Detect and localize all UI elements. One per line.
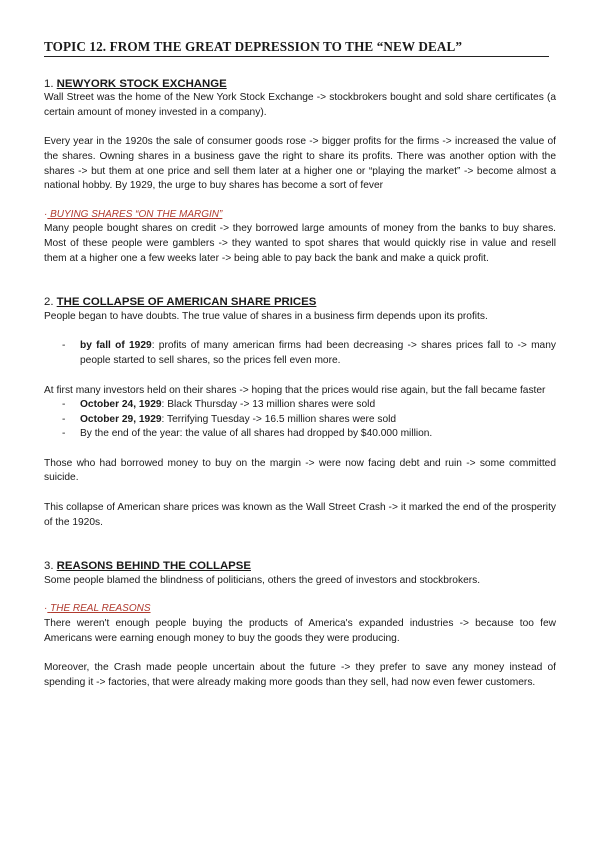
list-item-text: By the end of the year: the value of all shares had dropped by $40.000 million.	[80, 428, 433, 440]
subheading-text: THE REAL REASONS	[50, 603, 151, 615]
paragraph: Wall Street was the home of the New York Stock Exchange -> stockbrokers bought and sold share certificates (a certain amount of money invested in a company).	[44, 92, 556, 118]
paragraph: Every year in the 1920s the sale of consumer goods rose -> bigger profits for the firms -> increased the value of the shares. Owning shares in a business gave the right to share its profits. There was another option with the shares -> but them at one price and sell them later at a higher one or “playing the market” -> become almost a national hobby. By 1929, the urge to buy shares has become a sort of fever	[44, 136, 556, 192]
dash-marker: -	[62, 340, 66, 352]
list-item	[44, 413, 556, 428]
document-page	[44, 40, 556, 690]
list-item	[44, 398, 556, 413]
section-number: 2.	[44, 296, 54, 309]
fall-1929-list	[44, 339, 556, 368]
list-item-text: : profits of many american firms had been decreasing -> shares prices fall to -> many people started to sell shares, so the prices fell even more.	[80, 340, 556, 366]
paragraph: Many people bought shares on credit -> they borrowed large amounts of money from the banks to buy shares. Most of these people were gamblers -> they wanted to spot shares that would quickly rise in value and resell them at a higher one a few weeks later -> being able to pay back the bank and make a quick profit.	[44, 223, 556, 264]
crash-dates-list	[44, 398, 556, 442]
paragraph: At first many investors held on their shares -> hoping that the prices would rise again, but the fall became faster	[44, 384, 546, 396]
section-title: REASONS BEHIND THE COLLAPSE	[56, 560, 251, 573]
section-title: NEWYORK STOCK EXCHANGE	[56, 77, 227, 90]
list-item-text: : Black Thursday -> 13 million shares were sold	[161, 399, 376, 411]
section-1-heading	[44, 77, 556, 92]
dash-marker: -	[62, 413, 66, 425]
dash-marker: -	[62, 399, 66, 411]
bullet-dot: ·	[44, 603, 48, 615]
subheading-text: BUYING SHARES “ON THE MARGIN”	[50, 208, 223, 220]
list-item-bold: October 24, 1929	[80, 399, 162, 411]
list-item-bold: by fall of 1929	[80, 340, 152, 352]
paragraph: Those who had borrowed money to buy on the margin -> were now facing debt and ruin -> some committed suicide.	[44, 457, 556, 484]
list-item	[44, 427, 556, 442]
section-title: THE COLLAPSE OF AMERICAN SHARE PRICES	[56, 296, 317, 309]
page-title: TOPIC 12. FROM THE GREAT DEPRESSION TO THE “NEW DEAL”	[44, 40, 549, 57]
subheading-real-reasons	[44, 602, 556, 617]
section-2-heading	[44, 295, 556, 310]
dash-marker: -	[62, 428, 66, 440]
paragraph: There weren't enough people buying the products of America's expanded industries -> because too few Americans were earning enough money to buy the goods they were producing.	[44, 618, 556, 644]
subheading-buying-on-margin	[44, 208, 556, 223]
paragraph: Moreover, the Crash made people uncertain about the future -> they prefer to save any money instead of spending it -> factories, that were already making more goods than they sell, had now even fewer customers.	[44, 662, 556, 688]
paragraph: Some people blamed the blindness of politicians, others the greed of investors and stockbrokers.	[44, 574, 481, 586]
list-item-bold: October 29, 1929	[80, 413, 162, 425]
section-number: 3.	[44, 560, 54, 573]
paragraph: People began to have doubts. The true value of shares in a business firm depends upon its profits.	[44, 310, 488, 322]
section-number: 1.	[44, 77, 54, 90]
paragraph: This collapse of American share prices was known as the Wall Street Crash -> it marked the end of the prosperity of the 1920s.	[44, 502, 556, 528]
list-item	[44, 339, 556, 368]
bullet-dot: ·	[44, 208, 48, 220]
section-3-heading	[44, 559, 556, 574]
list-item-text: : Terrifying Tuesday -> 16.5 million shares were sold	[161, 413, 397, 425]
